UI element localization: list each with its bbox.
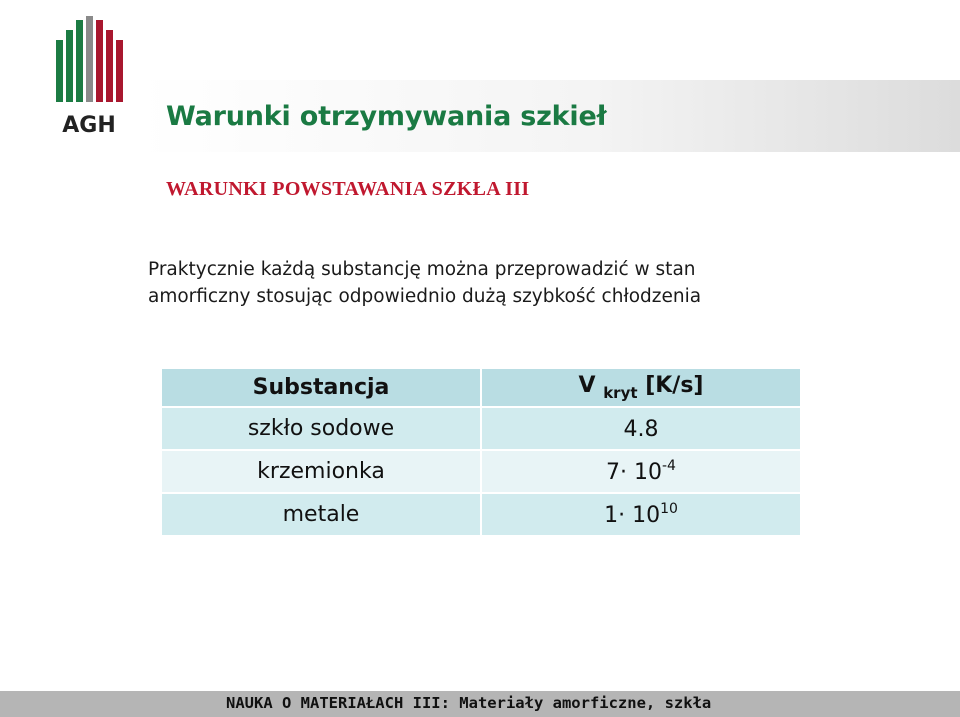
- header-v: V: [578, 373, 596, 398]
- cell-substance: szkło sodowe: [161, 407, 481, 450]
- header-critical-rate: [481, 368, 801, 407]
- cell-substance: krzemionka: [161, 450, 481, 493]
- body-paragraph: [148, 256, 908, 310]
- header-v-subscript: kryt: [603, 384, 638, 402]
- header-unit: [K/s]: [637, 373, 704, 398]
- cooling-rate-table: [160, 367, 802, 537]
- agh-logo: [52, 12, 132, 137]
- agh-logo-text: AGH: [62, 113, 116, 137]
- cell-rate: [481, 407, 801, 450]
- rate-exponent: 10: [660, 501, 678, 517]
- table-row: [161, 450, 801, 493]
- rate-value: 1· 10: [604, 503, 661, 528]
- header-substance: Substancja: [161, 368, 481, 407]
- rate-value: 4.8: [623, 417, 659, 442]
- footer-text: NAUKA O MATERIAŁACH III: Materiały amorficzne, szkła: [226, 694, 712, 712]
- paragraph-line-1: Praktycznie każdą substancję można przeprowadzić w stan: [148, 259, 696, 280]
- cell-substance: metale: [161, 493, 481, 536]
- table-row: [161, 407, 801, 450]
- footer-bar: [0, 691, 960, 717]
- slide-title: Warunki otrzymywania szkieł: [166, 101, 607, 132]
- agh-logo-mark: [56, 16, 123, 102]
- paragraph-line-2: amorficzny stosując odpowiednio dużą szybkość chłodzenia: [148, 286, 702, 307]
- table-row: [161, 493, 801, 536]
- cell-rate: [481, 493, 801, 536]
- slide-subtitle: WARUNKI POWSTAWANIA SZKŁA III: [166, 178, 530, 200]
- table-header-row: [161, 368, 801, 407]
- rate-value: 7· 10: [606, 460, 662, 485]
- rate-exponent: -4: [662, 458, 676, 474]
- cell-rate: [481, 450, 801, 493]
